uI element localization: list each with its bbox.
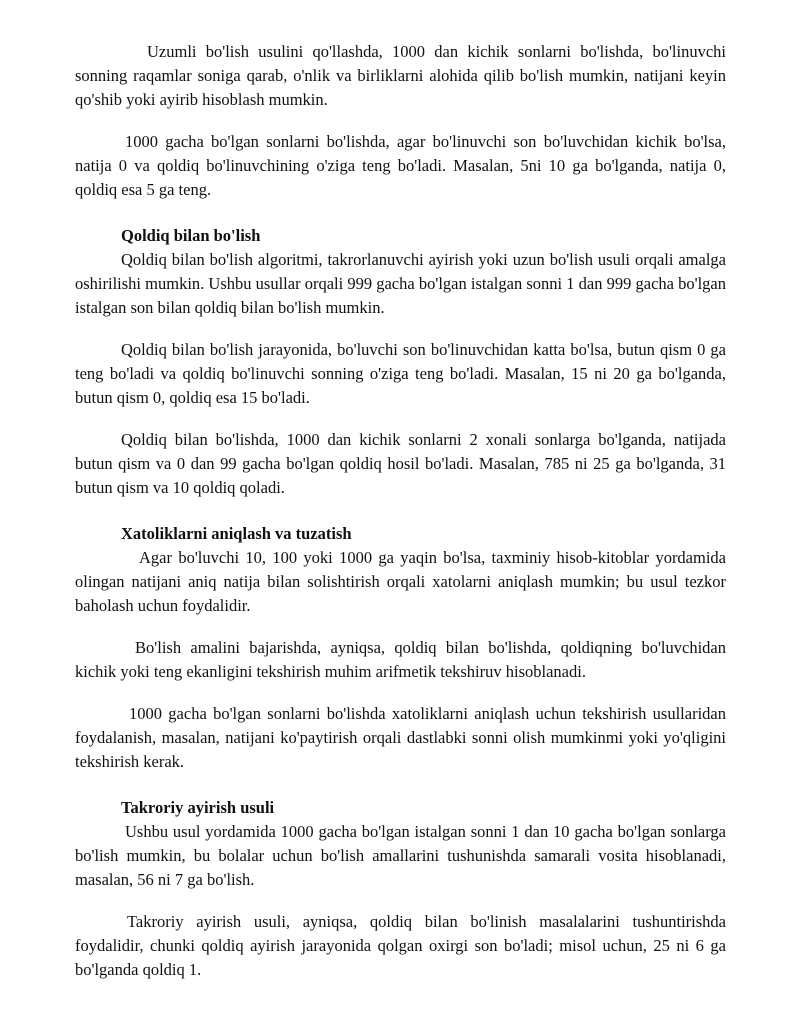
paragraph: 1000 gacha bo'lgan sonlarni bo'lishda xatoliklarni aniqlash uchun tekshirish usullaridan foydalanish, masalan, natijani ko'paytirish orqali dastlabki sonni olish mumkinmi yoki yo'qligini tekshirish kerak. — [75, 704, 726, 771]
paragraph: Qoldiq bilan bo'lishda, 1000 dan kichik sonlarni 2 xonali sonlarga bo'lganda, natijada butun qism va 0 dan 99 gacha bo'lgan qoldiq hosil bo'ladi. Masalan, 785 ni 25 ga bo'lganda, 31 butun qism va 10 qoldiq qoladi. — [75, 430, 726, 497]
paragraph: Uzumli bo'lish usulini qo'llashda, 1000 dan kichik sonlarni bo'lishda, bo'linuvchi sonning raqamlar soniga qarab, o'nlik va birliklarni alohida qilib bo'lish mumkin, natijani keyin qo'shib yoki ayirib hisoblash mumkin. — [75, 42, 726, 109]
section-heading: Xatoliklarni aniqlash va tuzatish — [121, 524, 352, 543]
paragraph: Qoldiq bilan bo'lish jarayonida, bo'luvchi son bo'linuvchidan katta bo'lsa, butun qism 0 ga teng bo'ladi va qoldiq bo'linuvchi sonning o'ziga teng bo'ladi. Masalan, 15 ni 20 ga bo'lganda, butun qism 0, qoldiq esa 15 bo'ladi. — [75, 340, 726, 407]
document-page — [75, 40, 726, 982]
paragraph: 1000 gacha bo'lgan sonlarni bo'lishda, agar bo'linuvchi son bo'luvchidan kichik bo'lsa, natija 0 va qoldiq bo'linuvchining o'ziga teng bo'ladi. Masalan, 5ni 10 ga bo'lganda, natija 0, qoldiq esa 5 ga teng. — [75, 132, 726, 199]
paragraph: Ushbu usul yordamida 1000 gacha bo'lgan istalgan sonni 1 dan 10 gacha bo'lgan sonlarga bo'lish mumkin, bu bolalar uchun bo'lish amallarini tushunishda samarali vosita hisoblanadi, masalan, 56 ni 7 ga bo'lish. — [75, 822, 726, 889]
paragraph: Agar bo'luvchi 10, 100 yoki 1000 ga yaqin bo'lsa, taxminiy hisob-kitoblar yordamida olingan natijani aniq natija bilan solishtirish orqali xatolarni aniqlash mumkin; bu usul tezkor baholash uchun foydalidir. — [75, 548, 726, 615]
section-heading: Takroriy ayirish usuli — [121, 798, 275, 817]
section-heading: Qoldiq bilan bo'lish — [121, 226, 261, 245]
paragraph: Takroriy ayirish usuli, ayniqsa, qoldiq bilan bo'linish masalalarini tushuntirishda foydalidir, chunki qoldiq ayirish jarayonida qolgan oxirgi son bo'ladi; misol uchun, 25 ni 6 ga bo'lganda qoldiq 1. — [75, 912, 726, 979]
paragraph: Qoldiq bilan bo'lish algoritmi, takrorlanuvchi ayirish yoki uzun bo'lish usuli orqali amalga oshirilishi mumkin. Ushbu usullar orqali 999 gacha bo'lgan istalgan sonni 1 dan 999 gacha bo'lgan istalgan son bilan qoldiq bilan bo'lish mumkin. — [75, 250, 726, 317]
paragraph: Bo'lish amalini bajarishda, ayniqsa, qoldiq bilan bo'lishda, qoldiqning bo'luvchidan kichik yoki teng ekanligini tekshirish muhim arifmetik tekshiruv hisoblanadi. — [75, 638, 726, 681]
